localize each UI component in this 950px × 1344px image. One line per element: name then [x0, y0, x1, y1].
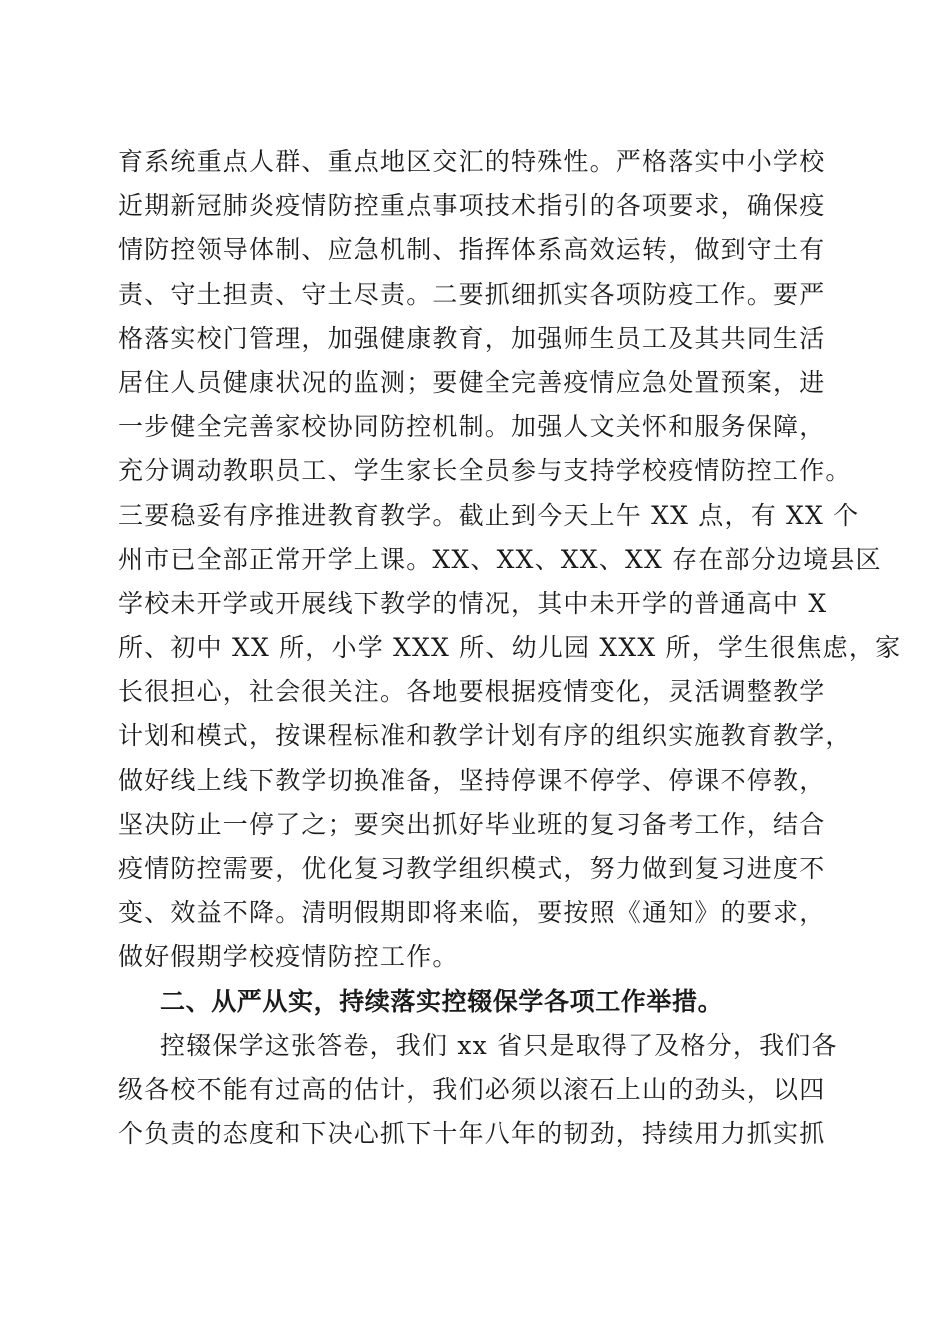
- body-line: 情防控领导体制、应急机制、指挥体系高效运转，做到守土有: [118, 235, 826, 265]
- body-line: 一步健全完善家校协同防控机制。加强人文关怀和服务保障，: [118, 412, 826, 442]
- body-line: 居住人员健康状况的监测；要健全完善疫情应急处置预案，进: [118, 367, 826, 397]
- body-line: 育系统重点人群、重点地区交汇的特殊性。严格落实中小学校: [118, 147, 826, 176]
- body-line: 近期新冠肺炎疫情防控重点事项技术指引的各项要求，确保疫: [118, 191, 826, 221]
- body-line: 做好假期学校疫情防控工作。: [118, 942, 459, 972]
- body-line: 三要稳妥有序推进教育教学。截止到今天上午 XX 点，有 XX 个: [118, 500, 860, 530]
- body-line: 级各校不能有过高的估计，我们必须以滚石上山的劲头，以四: [118, 1074, 826, 1104]
- body-line: 变、效益不降。清明假期即将来临，要按照《通知》的要求，: [118, 898, 826, 928]
- body-line: 做好线上线下教学切换准备，坚持停课不停学、停课不停教，: [118, 765, 826, 795]
- body-line: 疫情防控需要，优化复习教学组织模式，努力做到复习进度不: [118, 854, 826, 883]
- body-line: 计划和模式，按课程标准和教学计划有序的组织实施教育教学，: [118, 721, 852, 751]
- section-heading: 二、从严从实，持续落实控辍保学各项工作举措。: [160, 986, 724, 1016]
- body-line: 格落实校门管理，加强健康教育，加强师生员工及其共同生活: [118, 323, 826, 353]
- body-line: 所、初中 XX 所，小学 XXX 所、幼儿园 XXX 所，学生很焦虑，家: [118, 633, 902, 663]
- body-line: 控辍保学这张答卷，我们 xx 省只是取得了及格分，我们各: [160, 1030, 838, 1060]
- body-line: 个负责的态度和下决心抓下十年八年的韧劲，持续用力抓实抓: [118, 1119, 826, 1149]
- body-line: 坚决防止一停了之；要突出抓好毕业班的复习备考工作，结合: [118, 809, 826, 839]
- body-line: 充分调动教职员工、学生家长全员参与支持学校疫情防控工作。: [118, 456, 852, 486]
- body-line: 责、守土担责、守土尽责。二要抓细抓实各项防疫工作。要严: [118, 279, 826, 309]
- body-line: 长很担心，社会很关注。各地要根据疫情变化，灵活调整教学: [118, 677, 826, 707]
- body-line: 州市已全部正常开学上课。XX、XX、XX、XX 存在部分边境县区: [118, 544, 882, 574]
- document-body: [118, 140, 902, 1156]
- body-line: 学校未开学或开展线下教学的情况，其中未开学的普通高中 X: [118, 588, 828, 618]
